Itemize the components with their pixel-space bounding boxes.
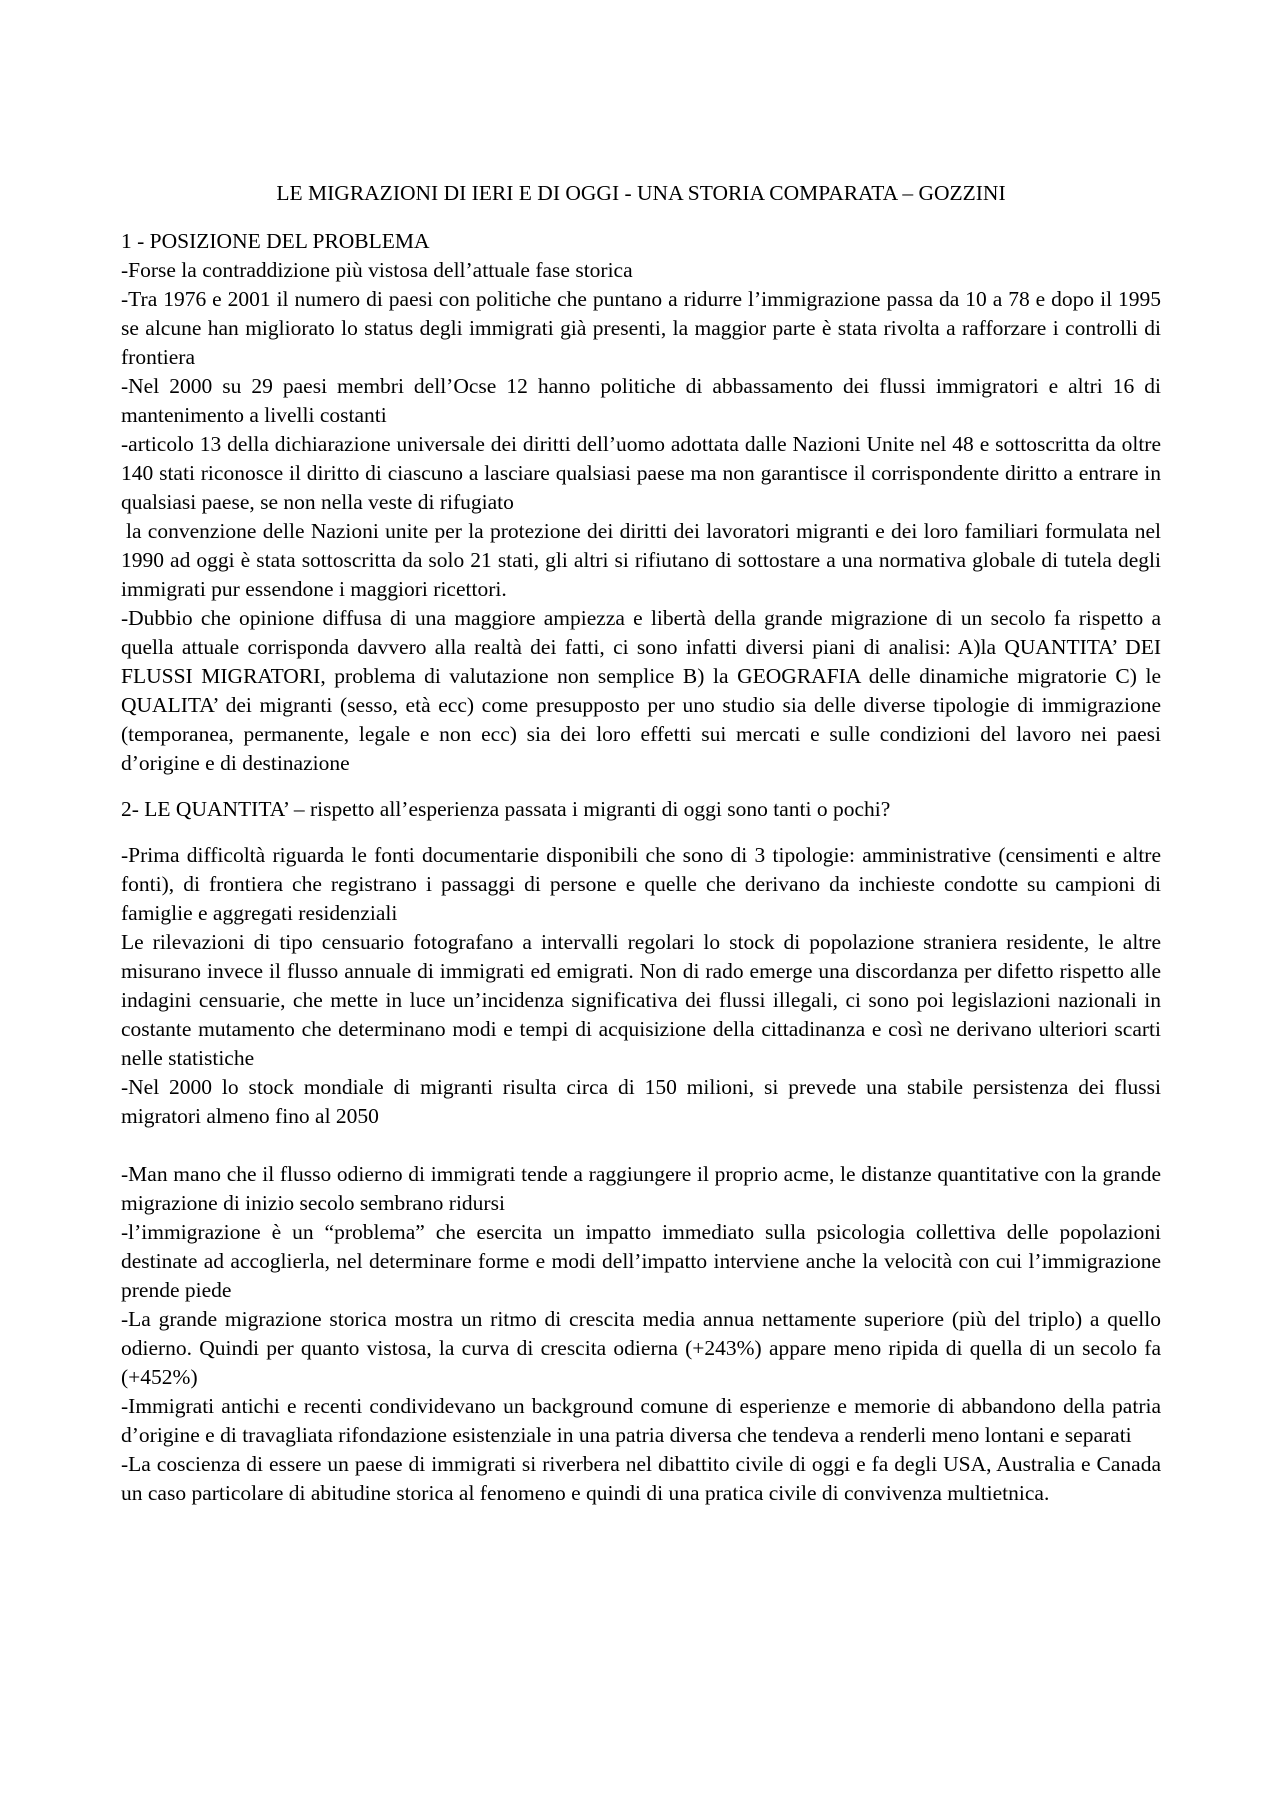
- paragraph: -l’immigrazione è un “problema” che esercita un impatto immediato sulla psicologia collettiva delle popolazioni destinate ad accoglierla, nel determinare forme e modi dell’impatto interviene anche la velocità con cui l’immigrazione prende piede: [121, 1220, 1161, 1302]
- paragraph: -Forse la contraddizione più vistosa dell’attuale fase storica: [121, 258, 633, 282]
- spacer: [121, 1131, 1161, 1160]
- document-title: LE MIGRAZIONI DI IERI E DI OGGI - UNA STORIA COMPARATA – GOZZINI: [276, 181, 1006, 205]
- section-1-heading: 1 - POSIZIONE DEL PROBLEMA: [121, 229, 430, 253]
- spacer: [121, 778, 1161, 795]
- paragraph: -Nel 2000 lo stock mondiale di migranti risulta circa di 150 milioni, si prevede una stabile persistenza dei flussi migratori almeno fino al 2050: [121, 1075, 1161, 1128]
- paragraph: Le rilevazioni di tipo censuario fotografano a intervalli regolari lo stock di popolazione straniera residente, le altre misurano invece il flusso annuale di immigrati ed emigrati. Non di rado emerge una discordanza per difetto rispetto alle indagini censuarie, che mette in luce un’incidenza significativa dei flussi illegali, ci sono poi legislazioni nazionali in costante mutamento che determinano modi e tempi di acquisizione della cittadinanza e così ne derivano ulteriori scarti nelle statistiche: [121, 930, 1161, 1070]
- spacer: [121, 824, 1161, 841]
- document-body: [121, 179, 1161, 1508]
- paragraph: -articolo 13 della dichiarazione universale dei diritti dell’uomo adottata dalle Nazioni Unite nel 48 e sottoscritta da oltre 140 stati riconosce il diritto di ciascuno a lasciare qualsiasi paese ma non garantisce il corrispondente diritto a entrare in qualsiasi paese, se non nella veste di rifugiato: [121, 432, 1161, 514]
- paragraph: -Tra 1976 e 2001 il numero di paesi con politiche che puntano a ridurre l’immigrazione passa da 10 a 78 e dopo il 1995 se alcune han migliorato lo status degli immigrati già presenti, la maggior parte è stata rivolta a rafforzare i controlli di frontiera: [121, 287, 1161, 369]
- paragraph: -Prima difficoltà riguarda le fonti documentarie disponibili che sono di 3 tipologie: amministrative (censimenti e altre fonti), di frontiera che registrano i passaggi di persone e quelle che derivano da inchieste condotte su campioni di famiglie e aggregati residenziali: [121, 843, 1161, 925]
- paragraph: -Dubbio che opinione diffusa di una maggiore ampiezza e libertà della grande migrazione di un secolo fa rispetto a quella attuale corrisponda davvero alla realtà dei fatti, ci sono infatti diversi piani di analisi: A)la QUANTITA’ DEI FLUSSI MIGRATORI, problema di valutazione non semplice B) la GEOGRAFIA delle dinamiche migratorie C) le QUALITA’ dei migranti (sesso, età ecc) come presupposto per uno studio sia delle diverse tipologie di immigrazione (temporanea, permanente, legale e non ecc) sia dei loro effetti sui mercati e sulle condizioni del lavoro nei paesi d’origine e di destinazione: [121, 606, 1161, 775]
- paragraph: -La coscienza di essere un paese di immigrati si riverbera nel dibattito civile di oggi e fa degli USA, Australia e Canada un caso particolare di abitudine storica al fenomeno e quindi di una pratica civile di convivenza multietnica.: [121, 1452, 1161, 1505]
- paragraph: -Immigrati antichi e recenti condividevano un background comune di esperienze e memorie di abbandono della patria d’origine e di travagliata rifondazione esistenziale in una patria diversa che tendeva a renderli meno lontani e separati: [121, 1394, 1161, 1447]
- paragraph: -Man mano che il flusso odierno di immigrati tende a raggiungere il proprio acme, le distanze quantitative con la grande migrazione di inizio secolo sembrano ridursi: [121, 1162, 1161, 1215]
- paragraph: -La grande migrazione storica mostra un ritmo di crescita media annua nettamente superiore (più del triplo) a quello odierno. Quindi per quanto vistosa, la curva di crescita odierna (+243%) appare meno ripida di quella di un secolo fa (+452%): [121, 1307, 1161, 1389]
- paragraph: -Nel 2000 su 29 paesi membri dell’Ocse 12 hanno politiche di abbassamento dei flussi immigratori e altri 16 di mantenimento a livelli costanti: [121, 374, 1161, 427]
- paragraph: la convenzione delle Nazioni unite per la protezione dei diritti dei lavoratori migranti e dei loro familiari formulata nel 1990 ad oggi è stata sottoscritta da solo 21 stati, gli altri si rifiutano di sottostare a una normativa globale di tutela degli immigrati pur essendone i maggiori ricettori.: [121, 519, 1161, 601]
- section-2-heading: 2- LE QUANTITA’ – rispetto all’esperienza passata i migranti di oggi sono tanti o pochi?: [121, 797, 891, 821]
